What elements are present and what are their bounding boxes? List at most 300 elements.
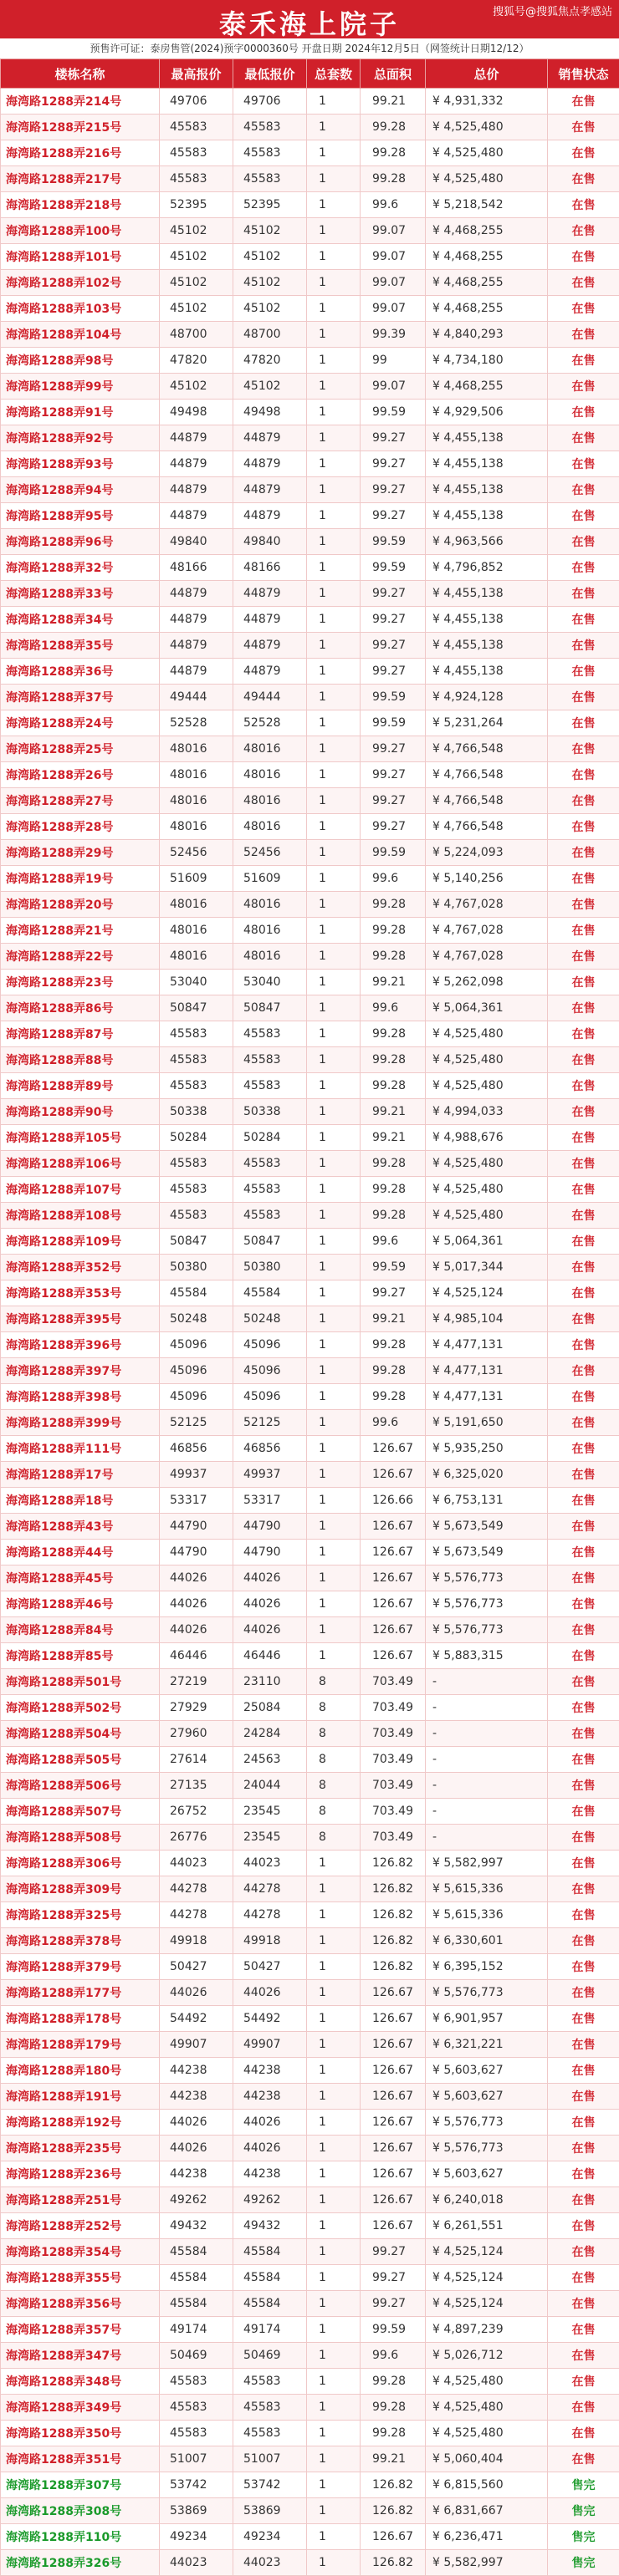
sales-status-cell: 在售 [548, 374, 619, 400]
table-row [1, 814, 619, 840]
unit-count-cell: 1 [307, 1462, 361, 1488]
building-name-cell: 海湾路1288弄88号 [1, 1047, 160, 1073]
max-price-cell: 48016 [160, 814, 233, 840]
min-price-cell: 48700 [233, 322, 307, 348]
source-watermark: 搜狐号@搜狐焦点孝感站 [493, 3, 612, 18]
max-price-cell: 27135 [160, 1773, 233, 1799]
sales-status-cell: 在售 [548, 1203, 619, 1229]
total-price-cell: ¥ 4,455,138 [426, 477, 548, 503]
max-price-cell: 45584 [160, 1280, 233, 1306]
min-price-cell: 52528 [233, 710, 307, 736]
building-name-cell: 海湾路1288弄103号 [1, 296, 160, 322]
building-name-cell: 海湾路1288弄177号 [1, 1980, 160, 2006]
total-area-cell: 99.28 [361, 918, 426, 944]
total-price-cell: ¥ 5,603,627 [426, 2161, 548, 2187]
sales-status-cell: 在售 [548, 1643, 619, 1669]
column-header: 总价 [426, 59, 548, 89]
column-header: 最低报价 [233, 59, 307, 89]
unit-count-cell: 1 [307, 1591, 361, 1617]
total-area-cell: 126.82 [361, 1851, 426, 1876]
total-area-cell: 703.49 [361, 1669, 426, 1695]
total-price-cell: ¥ 6,240,018 [426, 2187, 548, 2213]
total-area-cell: 99.28 [361, 892, 426, 918]
unit-count-cell: 1 [307, 1203, 361, 1229]
table-row [1, 2110, 619, 2136]
max-price-cell: 44026 [160, 1565, 233, 1591]
unit-count-cell: 1 [307, 2110, 361, 2136]
min-price-cell: 48016 [233, 944, 307, 970]
building-name-cell: 海湾路1288弄43号 [1, 1514, 160, 1540]
max-price-cell: 44879 [160, 477, 233, 503]
unit-count-cell: 1 [307, 814, 361, 840]
total-price-cell: ¥ 6,330,601 [426, 1928, 548, 1954]
building-name-cell: 海湾路1288弄100号 [1, 218, 160, 244]
total-area-cell: 99.6 [361, 2343, 426, 2369]
sales-status-cell: 在售 [548, 736, 619, 762]
building-name-cell: 海湾路1288弄96号 [1, 529, 160, 555]
total-price-cell: ¥ 4,525,480 [426, 166, 548, 192]
min-price-cell: 48016 [233, 814, 307, 840]
table-row [1, 2161, 619, 2187]
total-price-cell: ¥ 4,985,104 [426, 1306, 548, 1332]
total-price-cell: ¥ 4,929,506 [426, 400, 548, 425]
max-price-cell: 49907 [160, 2032, 233, 2058]
max-price-cell: 45102 [160, 218, 233, 244]
unit-count-cell: 1 [307, 529, 361, 555]
max-price-cell: 48016 [160, 762, 233, 788]
min-price-cell: 44023 [233, 1851, 307, 1876]
table-row [1, 840, 619, 866]
unit-count-cell: 8 [307, 1721, 361, 1747]
min-price-cell: 50338 [233, 1099, 307, 1125]
total-price-cell: ¥ 4,468,255 [426, 270, 548, 296]
unit-count-cell: 1 [307, 788, 361, 814]
sales-status-cell: 在售 [548, 529, 619, 555]
min-price-cell: 47820 [233, 348, 307, 374]
min-price-cell: 45102 [233, 374, 307, 400]
max-price-cell: 53742 [160, 2472, 233, 2498]
max-price-cell: 45583 [160, 166, 233, 192]
min-price-cell: 48016 [233, 736, 307, 762]
total-price-cell: ¥ 5,582,997 [426, 2550, 548, 2576]
total-area-cell: 126.67 [361, 2136, 426, 2161]
table-row [1, 1203, 619, 1229]
sales-status-cell: 售完 [548, 2524, 619, 2550]
unit-count-cell: 1 [307, 1980, 361, 2006]
building-name-cell: 海湾路1288弄507号 [1, 1799, 160, 1825]
sales-status-cell: 在售 [548, 1825, 619, 1851]
building-name-cell: 海湾路1288弄347号 [1, 2343, 160, 2369]
building-name-cell: 海湾路1288弄349号 [1, 2395, 160, 2421]
unit-count-cell: 1 [307, 348, 361, 374]
total-price-cell: ¥ 5,935,250 [426, 1436, 548, 1462]
total-price-cell: ¥ 5,576,773 [426, 1565, 548, 1591]
total-price-cell: - [426, 1669, 548, 1695]
total-price-cell: ¥ 4,525,480 [426, 1047, 548, 1073]
sales-status-cell: 在售 [548, 970, 619, 995]
building-name-cell: 海湾路1288弄46号 [1, 1591, 160, 1617]
total-area-cell: 99.27 [361, 451, 426, 477]
table-row [1, 348, 619, 374]
min-price-cell: 44026 [233, 1591, 307, 1617]
total-price-cell: - [426, 1799, 548, 1825]
total-area-cell: 99.6 [361, 866, 426, 892]
max-price-cell: 44278 [160, 1876, 233, 1902]
unit-count-cell: 1 [307, 1436, 361, 1462]
max-price-cell: 45584 [160, 2265, 233, 2291]
min-price-cell: 45584 [233, 2239, 307, 2265]
min-price-cell: 49174 [233, 2317, 307, 2343]
min-price-cell: 45583 [233, 1151, 307, 1177]
total-price-cell: ¥ 4,767,028 [426, 944, 548, 970]
max-price-cell: 48016 [160, 788, 233, 814]
table-row [1, 322, 619, 348]
sales-status-cell: 在售 [548, 1669, 619, 1695]
sales-status-cell: 在售 [548, 685, 619, 710]
total-area-cell: 99.59 [361, 400, 426, 425]
total-price-cell: ¥ 4,963,566 [426, 529, 548, 555]
table-row [1, 2550, 619, 2576]
table-row [1, 1073, 619, 1099]
total-price-cell: ¥ 5,883,315 [426, 1643, 548, 1669]
building-name-cell: 海湾路1288弄353号 [1, 1280, 160, 1306]
building-name-cell: 海湾路1288弄32号 [1, 555, 160, 581]
building-name-cell: 海湾路1288弄34号 [1, 607, 160, 633]
unit-count-cell: 1 [307, 2291, 361, 2317]
table-row [1, 1280, 619, 1306]
max-price-cell: 48700 [160, 322, 233, 348]
unit-count-cell: 1 [307, 1099, 361, 1125]
max-price-cell: 44879 [160, 607, 233, 633]
building-name-cell: 海湾路1288弄111号 [1, 1436, 160, 1462]
total-area-cell: 99.27 [361, 762, 426, 788]
table-row [1, 192, 619, 218]
unit-count-cell: 8 [307, 1799, 361, 1825]
table-row [1, 1747, 619, 1773]
min-price-cell: 44790 [233, 1514, 307, 1540]
column-header: 总面积 [361, 59, 426, 89]
unit-count-cell: 1 [307, 762, 361, 788]
table-row [1, 1617, 619, 1643]
building-name-cell: 海湾路1288弄104号 [1, 322, 160, 348]
table-row [1, 1928, 619, 1954]
max-price-cell: 44238 [160, 2161, 233, 2187]
sales-status-cell: 售完 [548, 2498, 619, 2524]
total-area-cell: 99.28 [361, 2421, 426, 2446]
building-name-cell: 海湾路1288弄23号 [1, 970, 160, 995]
total-price-cell: ¥ 4,994,033 [426, 1099, 548, 1125]
total-price-cell: ¥ 4,525,480 [426, 115, 548, 140]
sales-status-cell: 在售 [548, 1695, 619, 1721]
sales-status-cell: 在售 [548, 1047, 619, 1073]
building-name-cell: 海湾路1288弄20号 [1, 892, 160, 918]
total-price-cell: ¥ 5,673,549 [426, 1540, 548, 1565]
max-price-cell: 45096 [160, 1332, 233, 1358]
total-area-cell: 99.27 [361, 659, 426, 685]
total-area-cell: 99.28 [361, 2395, 426, 2421]
building-name-cell: 海湾路1288弄110号 [1, 2524, 160, 2550]
max-price-cell: 45583 [160, 115, 233, 140]
max-price-cell: 44790 [160, 1514, 233, 1540]
total-price-cell: ¥ 4,525,480 [426, 1203, 548, 1229]
total-price-cell: ¥ 4,477,131 [426, 1358, 548, 1384]
table-row [1, 1902, 619, 1928]
unit-count-cell: 1 [307, 892, 361, 918]
total-price-cell: ¥ 5,140,256 [426, 866, 548, 892]
table-row [1, 2472, 619, 2498]
min-price-cell: 45096 [233, 1384, 307, 1410]
max-price-cell: 44879 [160, 659, 233, 685]
total-area-cell: 99 [361, 348, 426, 374]
sales-status-cell: 在售 [548, 192, 619, 218]
total-price-cell: ¥ 5,576,773 [426, 1617, 548, 1643]
min-price-cell: 45584 [233, 1280, 307, 1306]
table-row [1, 710, 619, 736]
min-price-cell: 44238 [233, 2161, 307, 2187]
total-area-cell: 99.27 [361, 1280, 426, 1306]
building-name-cell: 海湾路1288弄508号 [1, 1825, 160, 1851]
sales-status-cell: 在售 [548, 1410, 619, 1436]
total-price-cell: - [426, 1747, 548, 1773]
max-price-cell: 45583 [160, 2395, 233, 2421]
table-row [1, 89, 619, 115]
unit-count-cell: 1 [307, 1643, 361, 1669]
max-price-cell: 27960 [160, 1721, 233, 1747]
table-row [1, 2265, 619, 2291]
unit-count-cell: 1 [307, 374, 361, 400]
sales-status-cell: 在售 [548, 2265, 619, 2291]
min-price-cell: 50248 [233, 1306, 307, 1332]
sales-status-cell: 在售 [548, 2110, 619, 2136]
sales-status-cell: 在售 [548, 633, 619, 659]
table-row [1, 374, 619, 400]
unit-count-cell: 1 [307, 1177, 361, 1203]
sales-status-cell: 在售 [548, 1928, 619, 1954]
sales-status-cell: 在售 [548, 1306, 619, 1332]
building-name-cell: 海湾路1288弄191号 [1, 2084, 160, 2110]
table-row [1, 2343, 619, 2369]
total-area-cell: 126.82 [361, 1928, 426, 1954]
unit-count-cell: 1 [307, 2239, 361, 2265]
table-row [1, 2421, 619, 2446]
sales-status-cell: 在售 [548, 1799, 619, 1825]
sales-status-cell: 在售 [548, 1488, 619, 1514]
total-area-cell: 126.66 [361, 1488, 426, 1514]
unit-count-cell: 8 [307, 1825, 361, 1851]
max-price-cell: 45583 [160, 1203, 233, 1229]
min-price-cell: 46446 [233, 1643, 307, 1669]
total-area-cell: 126.67 [361, 1565, 426, 1591]
min-price-cell: 45102 [233, 218, 307, 244]
min-price-cell: 51609 [233, 866, 307, 892]
total-area-cell: 703.49 [361, 1721, 426, 1747]
table-row [1, 1255, 619, 1280]
total-area-cell: 99.59 [361, 1255, 426, 1280]
total-area-cell: 126.67 [361, 2032, 426, 2058]
total-price-cell: ¥ 4,455,138 [426, 659, 548, 685]
unit-count-cell: 1 [307, 1902, 361, 1928]
building-name-cell: 海湾路1288弄178号 [1, 2006, 160, 2032]
table-row [1, 2369, 619, 2395]
total-price-cell: ¥ 5,191,650 [426, 1410, 548, 1436]
total-area-cell: 126.67 [361, 1540, 426, 1565]
building-name-cell: 海湾路1288弄356号 [1, 2291, 160, 2317]
total-price-cell: - [426, 1773, 548, 1799]
min-price-cell: 45583 [233, 1177, 307, 1203]
table-row [1, 2187, 619, 2213]
total-price-cell: ¥ 5,262,098 [426, 970, 548, 995]
building-name-cell: 海湾路1288弄251号 [1, 2187, 160, 2213]
building-name-cell: 海湾路1288弄217号 [1, 166, 160, 192]
total-area-cell: 99.28 [361, 944, 426, 970]
total-price-cell: ¥ 6,901,957 [426, 2006, 548, 2032]
total-area-cell: 99.28 [361, 166, 426, 192]
unit-count-cell: 1 [307, 115, 361, 140]
min-price-cell: 45583 [233, 2395, 307, 2421]
building-name-cell: 海湾路1288弄214号 [1, 89, 160, 115]
min-price-cell: 44879 [233, 451, 307, 477]
min-price-cell: 48016 [233, 788, 307, 814]
building-name-cell: 海湾路1288弄351号 [1, 2446, 160, 2472]
max-price-cell: 49174 [160, 2317, 233, 2343]
max-price-cell: 49432 [160, 2213, 233, 2239]
unit-count-cell: 1 [307, 736, 361, 762]
building-name-cell: 海湾路1288弄308号 [1, 2498, 160, 2524]
sales-status-cell: 在售 [548, 1151, 619, 1177]
building-name-cell: 海湾路1288弄106号 [1, 1151, 160, 1177]
sales-status-cell: 在售 [548, 1332, 619, 1358]
total-price-cell: ¥ 4,477,131 [426, 1332, 548, 1358]
unit-count-cell: 1 [307, 555, 361, 581]
total-area-cell: 126.67 [361, 1617, 426, 1643]
min-price-cell: 45583 [233, 115, 307, 140]
min-price-cell: 53040 [233, 970, 307, 995]
min-price-cell: 44879 [233, 659, 307, 685]
table-row [1, 425, 619, 451]
total-price-cell: ¥ 5,576,773 [426, 2110, 548, 2136]
sales-status-cell: 在售 [548, 1358, 619, 1384]
sales-status-cell: 在售 [548, 218, 619, 244]
table-row [1, 607, 619, 633]
max-price-cell: 48166 [160, 555, 233, 581]
unit-count-cell: 1 [307, 1125, 361, 1151]
total-area-cell: 703.49 [361, 1747, 426, 1773]
table-row [1, 400, 619, 425]
max-price-cell: 52125 [160, 1410, 233, 1436]
sales-status-cell: 在售 [548, 1851, 619, 1876]
max-price-cell: 45102 [160, 374, 233, 400]
total-price-cell: ¥ 6,236,471 [426, 2524, 548, 2550]
sales-status-cell: 在售 [548, 2187, 619, 2213]
min-price-cell: 44790 [233, 1540, 307, 1565]
max-price-cell: 45584 [160, 2239, 233, 2265]
building-name-cell: 海湾路1288弄25号 [1, 736, 160, 762]
max-price-cell: 26752 [160, 1799, 233, 1825]
table-row [1, 581, 619, 607]
total-area-cell: 99.59 [361, 685, 426, 710]
min-price-cell: 50427 [233, 1954, 307, 1980]
total-price-cell: ¥ 4,988,676 [426, 1125, 548, 1151]
building-name-cell: 海湾路1288弄192号 [1, 2110, 160, 2136]
max-price-cell: 44026 [160, 1617, 233, 1643]
max-price-cell: 50847 [160, 995, 233, 1021]
unit-count-cell: 1 [307, 633, 361, 659]
total-area-cell: 99.21 [361, 1306, 426, 1332]
total-area-cell: 126.82 [361, 2498, 426, 2524]
building-name-cell: 海湾路1288弄307号 [1, 2472, 160, 2498]
max-price-cell: 49262 [160, 2187, 233, 2213]
unit-count-cell: 8 [307, 1695, 361, 1721]
sales-status-cell: 在售 [548, 555, 619, 581]
unit-count-cell: 8 [307, 1669, 361, 1695]
unit-count-cell: 1 [307, 166, 361, 192]
building-name-cell: 海湾路1288弄235号 [1, 2136, 160, 2161]
max-price-cell: 52456 [160, 840, 233, 866]
min-price-cell: 44238 [233, 2058, 307, 2084]
max-price-cell: 52395 [160, 192, 233, 218]
table-row [1, 270, 619, 296]
total-area-cell: 703.49 [361, 1773, 426, 1799]
max-price-cell: 44026 [160, 1591, 233, 1617]
total-area-cell: 99.07 [361, 296, 426, 322]
total-price-cell: ¥ 5,576,773 [426, 2136, 548, 2161]
max-price-cell: 45102 [160, 270, 233, 296]
building-name-cell: 海湾路1288弄36号 [1, 659, 160, 685]
min-price-cell: 44278 [233, 1876, 307, 1902]
total-area-cell: 99.28 [361, 1177, 426, 1203]
sales-status-cell: 在售 [548, 1280, 619, 1306]
table-row [1, 1643, 619, 1669]
max-price-cell: 45584 [160, 2291, 233, 2317]
building-name-cell: 海湾路1288弄354号 [1, 2239, 160, 2265]
building-name-cell: 海湾路1288弄109号 [1, 1229, 160, 1255]
building-name-cell: 海湾路1288弄236号 [1, 2161, 160, 2187]
sales-status-cell: 在售 [548, 2213, 619, 2239]
unit-count-cell: 1 [307, 2369, 361, 2395]
total-price-cell: - [426, 1695, 548, 1721]
building-name-cell: 海湾路1288弄33号 [1, 581, 160, 607]
sales-status-cell: 在售 [548, 1565, 619, 1591]
table-row [1, 2446, 619, 2472]
table-row [1, 2291, 619, 2317]
sales-status-cell: 在售 [548, 1255, 619, 1280]
min-price-cell: 24563 [233, 1747, 307, 1773]
total-price-cell: ¥ 5,064,361 [426, 995, 548, 1021]
total-area-cell: 99.59 [361, 555, 426, 581]
unit-count-cell: 1 [307, 451, 361, 477]
unit-count-cell: 1 [307, 192, 361, 218]
min-price-cell: 52395 [233, 192, 307, 218]
table-row [1, 2395, 619, 2421]
max-price-cell: 50380 [160, 1255, 233, 1280]
unit-count-cell: 1 [307, 1540, 361, 1565]
sales-status-cell: 在售 [548, 1514, 619, 1540]
max-price-cell: 52528 [160, 710, 233, 736]
total-area-cell: 703.49 [361, 1825, 426, 1851]
sales-status-cell: 在售 [548, 1436, 619, 1462]
unit-count-cell: 1 [307, 1410, 361, 1436]
table-row [1, 296, 619, 322]
min-price-cell: 45583 [233, 166, 307, 192]
min-price-cell: 23545 [233, 1825, 307, 1851]
min-price-cell: 50847 [233, 995, 307, 1021]
max-price-cell: 44790 [160, 1540, 233, 1565]
max-price-cell: 51609 [160, 866, 233, 892]
total-area-cell: 99.27 [361, 633, 426, 659]
max-price-cell: 44879 [160, 425, 233, 451]
unit-count-cell: 1 [307, 1151, 361, 1177]
total-area-cell: 99.07 [361, 244, 426, 270]
